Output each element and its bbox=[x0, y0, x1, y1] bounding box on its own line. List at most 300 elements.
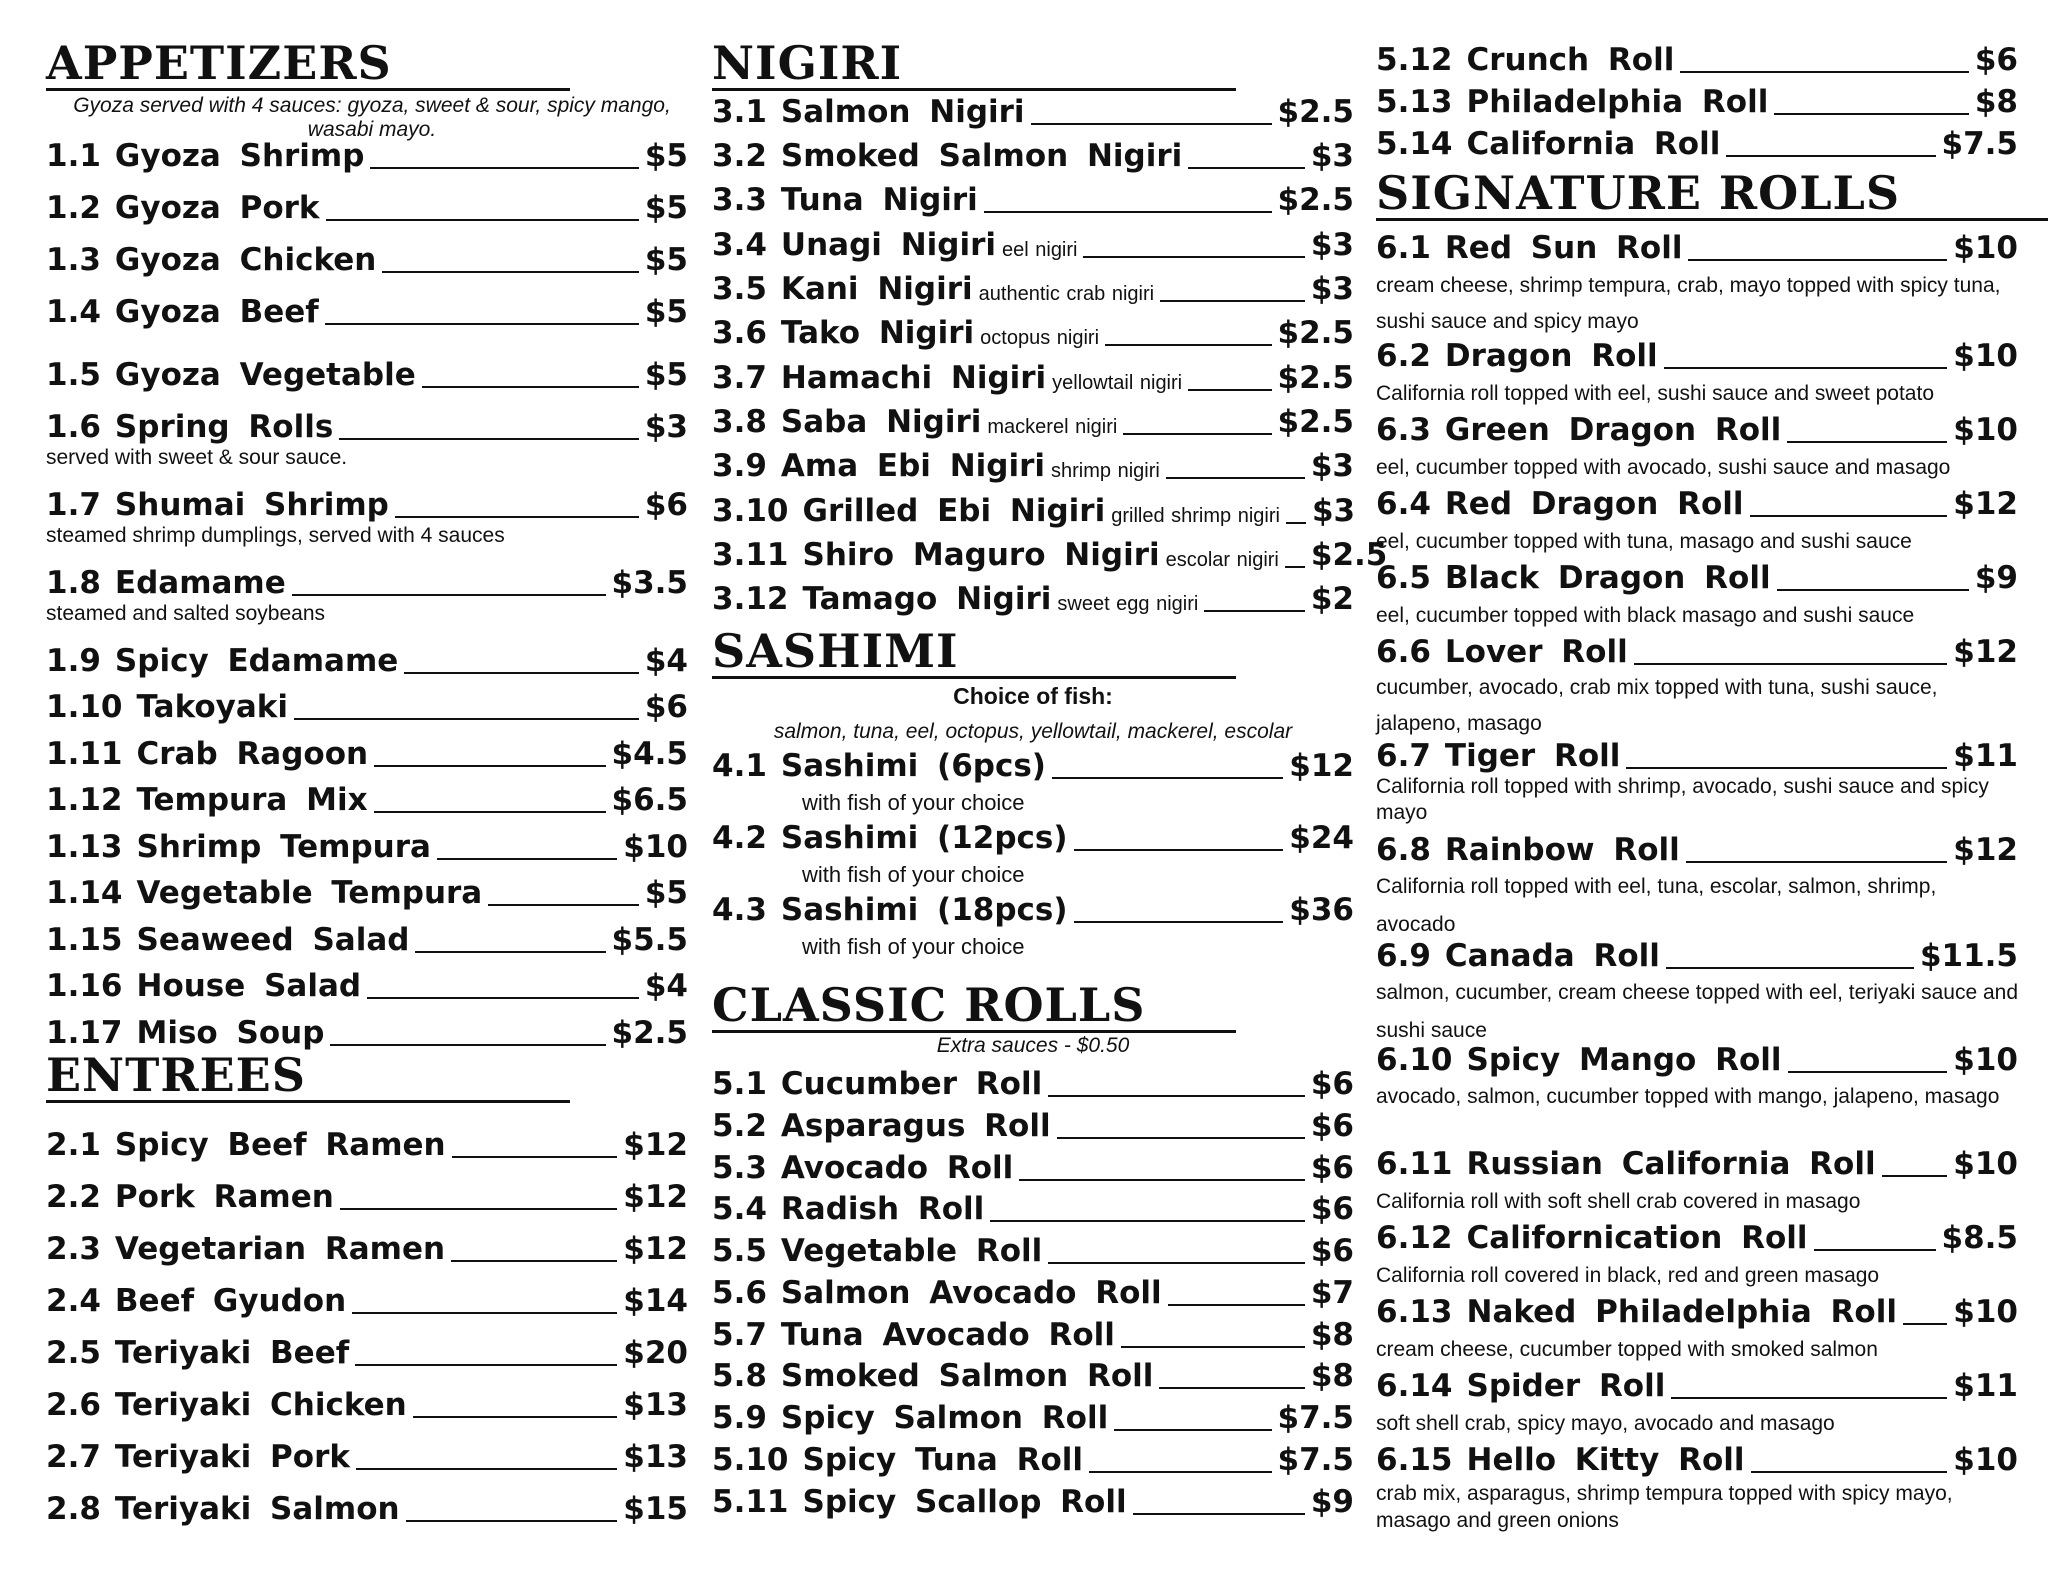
item-number: 2.5 bbox=[46, 1335, 101, 1371]
item-name: Tuna Avocado Roll bbox=[780, 1317, 1115, 1353]
leader-line bbox=[1814, 1249, 1936, 1251]
item-name: Tamago Nigiri bbox=[802, 581, 1052, 617]
leader-line bbox=[1688, 259, 1947, 261]
leader-line bbox=[1074, 921, 1284, 923]
item-name: Sashimi (12pcs) bbox=[780, 820, 1068, 856]
item-number: 6.11 bbox=[1376, 1146, 1453, 1182]
item-price: $2.5 bbox=[611, 1015, 688, 1051]
item-name: Cucumber Roll bbox=[780, 1066, 1043, 1102]
item-number: 1.7 bbox=[46, 487, 101, 523]
item-name: Naked Philadelphia Roll bbox=[1466, 1294, 1897, 1330]
leader-line bbox=[1057, 1137, 1305, 1139]
item-inline-note: yellowtail nigiri bbox=[1052, 372, 1183, 394]
item-price: $10 bbox=[1953, 1042, 2018, 1078]
item-description: steamed and salted soybeans bbox=[46, 602, 326, 625]
item-number: 1.4 bbox=[46, 294, 101, 330]
item-number: 6.2 bbox=[1376, 338, 1431, 374]
item-price: $4.5 bbox=[611, 736, 688, 772]
leader-line bbox=[1903, 1323, 1947, 1325]
item-description: salmon, cucumber, cream cheese topped with eel, teriyaki sauce and sushi sauce bbox=[1376, 981, 2019, 1042]
item-price: $8 bbox=[1974, 84, 2018, 120]
item-number: 6.1 bbox=[1376, 230, 1431, 266]
item-number: 5.3 bbox=[712, 1150, 767, 1186]
item-name: Grilled Ebi Nigiri bbox=[802, 493, 1106, 529]
menu-column-2 bbox=[712, 0, 1388, 1582]
item-name: Saba Nigiri bbox=[780, 404, 982, 440]
menu-item-3-11 bbox=[712, 535, 1388, 575]
item-price: $2.5 bbox=[1277, 404, 1354, 440]
item-name: Sashimi (18pcs) bbox=[780, 892, 1068, 928]
item-name: Gyoza Chicken bbox=[114, 242, 377, 278]
leader-line bbox=[1031, 123, 1272, 125]
item-name: Shiro Maguro Nigiri bbox=[802, 537, 1160, 573]
leader-line bbox=[367, 997, 639, 999]
item-price: $2.5 bbox=[1277, 315, 1354, 351]
item-name: Vegetable Tempura bbox=[136, 875, 483, 911]
item-name: Spicy Salmon Roll bbox=[780, 1400, 1109, 1436]
item-price: $5.5 bbox=[611, 922, 688, 958]
item-price: $24 bbox=[1289, 820, 1354, 856]
item-price: $12 bbox=[623, 1231, 688, 1267]
item-price: $6 bbox=[644, 689, 688, 725]
item-price: $13 bbox=[623, 1387, 688, 1423]
item-price: $6 bbox=[644, 487, 688, 523]
leader-line bbox=[406, 1520, 618, 1522]
item-price: $9 bbox=[1310, 1484, 1354, 1520]
item-price: $3 bbox=[1311, 493, 1356, 529]
item-name: Philadelphia Roll bbox=[1466, 84, 1769, 120]
leader-line bbox=[1019, 1179, 1305, 1181]
menu-item-1-6 bbox=[46, 407, 688, 447]
item-subnote: with fish of your choice bbox=[802, 934, 1025, 959]
leader-line bbox=[1048, 1262, 1305, 1264]
sashimi-choice-label: Choice of fish: bbox=[953, 683, 1113, 709]
item-price: $6 bbox=[1310, 1066, 1354, 1102]
menu-item-5-7 bbox=[712, 1315, 1354, 1355]
item-name: Red Dragon Roll bbox=[1444, 486, 1744, 522]
item-price: $10 bbox=[1953, 230, 2018, 266]
menu-item-1-12 bbox=[46, 780, 688, 820]
item-number: 6.9 bbox=[1376, 938, 1431, 974]
item-price: $10 bbox=[1953, 1442, 2018, 1478]
item-number: 5.12 bbox=[1376, 42, 1453, 78]
leader-line bbox=[395, 516, 639, 518]
item-number: 5.8 bbox=[712, 1358, 767, 1394]
menu-item-1-13 bbox=[46, 827, 688, 867]
menu-item-5-10 bbox=[712, 1440, 1354, 1480]
item-subnote: with fish of your choice bbox=[802, 862, 1025, 887]
item-name: Canada Roll bbox=[1444, 938, 1660, 974]
leader-line bbox=[1114, 1429, 1271, 1431]
item-name: Kani Nigiri bbox=[780, 271, 973, 307]
item-name: Gyoza Beef bbox=[114, 294, 319, 330]
signature-rolls-heading: SIGNATURE ROLLS bbox=[1376, 168, 2048, 221]
item-price: $7.5 bbox=[1277, 1400, 1354, 1436]
menu-item-6-4 bbox=[1376, 484, 2018, 524]
item-number: 2.6 bbox=[46, 1387, 101, 1423]
item-name: Spicy Edamame bbox=[114, 643, 399, 679]
leader-line bbox=[1634, 663, 1948, 665]
item-number: 6.7 bbox=[1376, 738, 1431, 774]
leader-line bbox=[1285, 566, 1305, 568]
menu-item-3-2 bbox=[712, 136, 1354, 176]
item-number: 3.9 bbox=[712, 448, 767, 484]
item-name: Spicy Beef Ramen bbox=[114, 1127, 446, 1163]
leader-line bbox=[1680, 71, 1969, 73]
item-name: Spicy Tuna Roll bbox=[802, 1442, 1084, 1478]
leader-line bbox=[326, 219, 639, 221]
item-name: Gyoza Vegetable bbox=[114, 357, 416, 393]
leader-line bbox=[1188, 167, 1305, 169]
menu-item-1-4 bbox=[46, 292, 688, 332]
item-number: 2.1 bbox=[46, 1127, 101, 1163]
leader-line bbox=[356, 1468, 617, 1470]
item-number: 1.8 bbox=[46, 565, 101, 601]
item-price: $3 bbox=[1310, 448, 1354, 484]
appetizers-heading: APPETIZERS bbox=[46, 38, 570, 91]
leader-line bbox=[1750, 515, 1948, 517]
item-name: Beef Gyudon bbox=[114, 1283, 347, 1319]
item-description: soft shell crab, spicy mayo, avocado and masago bbox=[1376, 1412, 1835, 1435]
item-name: Crab Ragoon bbox=[136, 736, 369, 772]
item-inline-note: authentic crab nigiri bbox=[978, 283, 1155, 305]
item-price: $6.5 bbox=[611, 782, 688, 818]
item-name: Dragon Roll bbox=[1444, 338, 1658, 374]
menu-item-3-1 bbox=[712, 92, 1354, 132]
leader-line bbox=[437, 858, 617, 860]
item-price: $36 bbox=[1289, 892, 1354, 928]
item-number: 1.9 bbox=[46, 643, 101, 679]
item-price: $6 bbox=[1310, 1108, 1354, 1144]
item-number: 2.3 bbox=[46, 1231, 101, 1267]
item-name: Teriyaki Beef bbox=[114, 1335, 350, 1371]
item-price: $7 bbox=[1310, 1275, 1354, 1311]
item-name: Shrimp Tempura bbox=[136, 829, 431, 865]
item-inline-note: mackerel nigiri bbox=[987, 416, 1118, 438]
item-price: $14 bbox=[623, 1283, 688, 1319]
item-number: 2.8 bbox=[46, 1491, 101, 1527]
item-price: $6 bbox=[1310, 1150, 1354, 1186]
leader-line bbox=[452, 1156, 618, 1158]
item-number: 3.6 bbox=[712, 315, 767, 351]
item-name: Sashimi (6pcs) bbox=[780, 748, 1046, 784]
menu-item-5-12 bbox=[1376, 40, 2018, 80]
leader-line bbox=[1686, 861, 1948, 863]
item-name: Spider Roll bbox=[1466, 1368, 1666, 1404]
menu-item-6-8 bbox=[1376, 830, 2018, 870]
leader-line bbox=[1726, 155, 1935, 157]
leader-line bbox=[1105, 344, 1271, 346]
leader-line bbox=[352, 1312, 617, 1314]
leader-line bbox=[1666, 967, 1914, 969]
item-price: $6 bbox=[1310, 1233, 1354, 1269]
leader-line bbox=[415, 951, 605, 953]
leader-line bbox=[413, 1416, 618, 1418]
menu-item-1-1 bbox=[46, 136, 688, 176]
menu-item-5-14 bbox=[1376, 124, 2018, 164]
item-description: cucumber, avocado, crab mix topped with tuna, sushi sauce, jalapeno, masago bbox=[1376, 676, 1938, 735]
item-name: Takoyaki bbox=[136, 689, 289, 725]
item-description: steamed shrimp dumplings, served with 4 sauces bbox=[46, 524, 505, 547]
item-price: $3 bbox=[644, 409, 688, 445]
item-price: $2.5 bbox=[1277, 360, 1354, 396]
leader-line bbox=[1777, 589, 1969, 591]
item-price: $5 bbox=[644, 357, 688, 393]
menu-item-3-6 bbox=[712, 313, 1354, 353]
item-description: eel, cucumber topped with tuna, masago and sushi sauce bbox=[1376, 530, 1912, 553]
item-number: 6.10 bbox=[1376, 1042, 1453, 1078]
leader-line bbox=[984, 211, 1272, 213]
menu-item-3-4 bbox=[712, 225, 1354, 265]
item-number: 1.1 bbox=[46, 138, 101, 174]
item-number: 6.15 bbox=[1376, 1442, 1453, 1478]
menu-item-6-6 bbox=[1376, 632, 2018, 672]
item-name: California Roll bbox=[1466, 126, 1721, 162]
menu-item-5-11 bbox=[712, 1482, 1354, 1522]
menu-item-5-4 bbox=[712, 1189, 1354, 1229]
menu-item-2-2 bbox=[46, 1177, 688, 1217]
item-number: 3.2 bbox=[712, 138, 767, 174]
menu-item-1-15 bbox=[46, 920, 688, 960]
item-number: 3.1 bbox=[712, 94, 767, 130]
item-price: $8.5 bbox=[1941, 1220, 2018, 1256]
menu-item-6-14 bbox=[1376, 1366, 2018, 1406]
item-name: Pork Ramen bbox=[114, 1179, 334, 1215]
menu-item-2-3 bbox=[46, 1229, 688, 1269]
item-price: $2.5 bbox=[1277, 182, 1354, 218]
item-price: $5 bbox=[644, 242, 688, 278]
item-number: 3.10 bbox=[712, 493, 789, 529]
item-name: Russian California Roll bbox=[1466, 1146, 1876, 1182]
item-number: 2.7 bbox=[46, 1439, 101, 1475]
classic-rolls-heading: CLASSIC ROLLS bbox=[712, 980, 1236, 1033]
menu-item-2-5 bbox=[46, 1333, 688, 1373]
item-description: avocado, salmon, cucumber topped with mango, jalapeno, masago bbox=[1376, 1085, 2000, 1108]
item-price: $12 bbox=[623, 1179, 688, 1215]
leader-line bbox=[1121, 1346, 1305, 1348]
item-name: Green Dragon Roll bbox=[1444, 412, 1782, 448]
menu-item-6-5 bbox=[1376, 558, 2018, 598]
item-price: $11.5 bbox=[1919, 938, 2018, 974]
item-name: Tempura Mix bbox=[136, 782, 368, 818]
item-price: $5 bbox=[644, 190, 688, 226]
item-price: $10 bbox=[1953, 412, 2018, 448]
leader-line bbox=[404, 672, 639, 674]
leader-line bbox=[1774, 113, 1969, 115]
leader-line bbox=[1089, 1471, 1271, 1473]
item-price: $20 bbox=[623, 1335, 688, 1371]
item-price: $8 bbox=[1310, 1358, 1354, 1394]
menu-item-3-7 bbox=[712, 358, 1354, 398]
leader-line bbox=[1626, 767, 1947, 769]
item-name: Miso Soup bbox=[136, 1015, 325, 1051]
item-name: Tako Nigiri bbox=[780, 315, 975, 351]
leader-line bbox=[325, 323, 639, 325]
menu-item-6-15 bbox=[1376, 1440, 2018, 1480]
leader-line bbox=[330, 1044, 605, 1046]
item-subnote: with fish of your choice bbox=[802, 790, 1025, 815]
item-name: Crunch Roll bbox=[1466, 42, 1675, 78]
leader-line bbox=[1052, 777, 1283, 779]
item-price: $2.5 bbox=[1277, 94, 1354, 130]
item-name: Avocado Roll bbox=[780, 1150, 1014, 1186]
menu-item-4-3 bbox=[712, 890, 1354, 930]
item-name: Gyoza Shrimp bbox=[114, 138, 365, 174]
leader-line bbox=[1788, 1071, 1948, 1073]
item-price: $3 bbox=[1310, 138, 1354, 174]
item-price: $3 bbox=[1310, 271, 1354, 307]
item-number: 4.3 bbox=[712, 892, 767, 928]
item-price: $10 bbox=[623, 829, 688, 865]
item-price: $10 bbox=[1953, 1146, 2018, 1182]
leader-line bbox=[1882, 1175, 1948, 1177]
leader-line bbox=[1787, 441, 1947, 443]
item-number: 5.1 bbox=[712, 1066, 767, 1102]
menu-item-6-12 bbox=[1376, 1218, 2018, 1258]
leader-line bbox=[1160, 300, 1305, 302]
item-number: 6.8 bbox=[1376, 832, 1431, 868]
item-description: California roll with soft shell crab covered in masago bbox=[1376, 1190, 1861, 1213]
menu-item-5-5 bbox=[712, 1231, 1354, 1271]
leader-line bbox=[382, 271, 639, 273]
leader-line bbox=[1188, 389, 1271, 391]
menu-item-1-14 bbox=[46, 873, 688, 913]
leader-line bbox=[374, 765, 605, 767]
item-name: Hello Kitty Roll bbox=[1466, 1442, 1745, 1478]
leader-line bbox=[374, 811, 606, 813]
item-name: Teriyaki Salmon bbox=[114, 1491, 400, 1527]
item-number: 4.2 bbox=[712, 820, 767, 856]
item-inline-note: eel nigiri bbox=[1002, 239, 1078, 261]
item-number: 4.1 bbox=[712, 748, 767, 784]
item-price: $9 bbox=[1974, 560, 2018, 596]
item-price: $5 bbox=[644, 294, 688, 330]
item-price: $11 bbox=[1953, 738, 2018, 774]
leader-line bbox=[340, 1208, 617, 1210]
item-number: 6.13 bbox=[1376, 1294, 1453, 1330]
menu-item-3-9 bbox=[712, 446, 1354, 486]
item-number: 5.4 bbox=[712, 1191, 767, 1227]
leader-line bbox=[1048, 1095, 1305, 1097]
menu-item-5-1 bbox=[712, 1064, 1354, 1104]
leader-line bbox=[1204, 610, 1305, 612]
menu-item-2-6 bbox=[46, 1385, 688, 1425]
item-price: $12 bbox=[1289, 748, 1354, 784]
menu-column-1 bbox=[46, 0, 688, 1582]
item-number: 5.10 bbox=[712, 1442, 789, 1478]
item-number: 1.14 bbox=[46, 875, 123, 911]
item-number: 6.14 bbox=[1376, 1368, 1453, 1404]
item-name: Tiger Roll bbox=[1444, 738, 1621, 774]
item-inline-note: grilled shrimp nigiri bbox=[1111, 505, 1280, 527]
item-description: cream cheese, cucumber topped with smoked salmon bbox=[1376, 1338, 1878, 1361]
menu-item-2-7 bbox=[46, 1437, 688, 1477]
item-name: Teriyaki Pork bbox=[114, 1439, 350, 1475]
item-name: Ama Ebi Nigiri bbox=[780, 448, 1046, 484]
leader-line bbox=[990, 1220, 1305, 1222]
item-number: 6.5 bbox=[1376, 560, 1431, 596]
item-number: 1.10 bbox=[46, 689, 123, 725]
item-number: 1.16 bbox=[46, 968, 123, 1004]
leader-line bbox=[451, 1260, 617, 1262]
item-price: $6 bbox=[1974, 42, 2018, 78]
item-name: Black Dragon Roll bbox=[1444, 560, 1771, 596]
menu-item-6-9 bbox=[1376, 936, 2018, 976]
item-price: $12 bbox=[623, 1127, 688, 1163]
item-name: Californication Roll bbox=[1466, 1220, 1808, 1256]
leader-line bbox=[1166, 477, 1305, 479]
leader-line bbox=[1286, 522, 1306, 524]
leader-line bbox=[294, 718, 639, 720]
item-name: Spicy Scallop Roll bbox=[802, 1484, 1127, 1520]
item-name: Vegetable Roll bbox=[780, 1233, 1043, 1269]
leader-line bbox=[1664, 367, 1948, 369]
item-name: Lover Roll bbox=[1444, 634, 1628, 670]
menu-item-5-3 bbox=[712, 1148, 1354, 1188]
item-name: Red Sun Roll bbox=[1444, 230, 1683, 266]
item-number: 1.17 bbox=[46, 1015, 123, 1051]
item-description: cream cheese, shrimp tempura, crab, mayo topped with spicy tuna, sushi sauce and spicy mayo bbox=[1376, 274, 2001, 333]
item-price: $11 bbox=[1953, 1368, 2018, 1404]
item-price: $13 bbox=[623, 1439, 688, 1475]
item-number: 5.14 bbox=[1376, 126, 1453, 162]
item-name: Rainbow Roll bbox=[1444, 832, 1680, 868]
menu-item-6-7 bbox=[1376, 736, 2018, 776]
menu-item-6-13 bbox=[1376, 1292, 2018, 1332]
item-price: $12 bbox=[1953, 486, 2018, 522]
menu-item-3-5 bbox=[712, 269, 1354, 309]
sashimi-choice-list: salmon, tuna, eel, octopus, yellowtail, mackerel, escolar bbox=[773, 720, 1293, 743]
item-price: $5 bbox=[644, 138, 688, 174]
menu-item-1-10 bbox=[46, 687, 688, 727]
appetizers-note: Gyoza served with 4 sauces: gyoza, sweet & sour, spicy mango, wasabi mayo. bbox=[73, 94, 671, 141]
item-inline-note: shrimp nigiri bbox=[1051, 460, 1160, 482]
item-number: 5.11 bbox=[712, 1484, 789, 1520]
item-number: 1.6 bbox=[46, 409, 101, 445]
item-price: $5 bbox=[644, 875, 688, 911]
menu-item-2-1 bbox=[46, 1125, 688, 1165]
item-name: Salmon Nigiri bbox=[780, 94, 1025, 130]
item-number: 3.5 bbox=[712, 271, 767, 307]
item-price: $3 bbox=[1310, 227, 1354, 263]
leader-line bbox=[339, 438, 639, 440]
item-number: 1.13 bbox=[46, 829, 123, 865]
menu-item-6-2 bbox=[1376, 336, 2018, 376]
item-number: 1.11 bbox=[46, 736, 123, 772]
menu-item-6-10 bbox=[1376, 1040, 2018, 1080]
item-inline-note: octopus nigiri bbox=[980, 327, 1100, 349]
menu-item-6-11 bbox=[1376, 1144, 2018, 1184]
menu-item-6-1 bbox=[1376, 228, 2018, 268]
item-number: 5.13 bbox=[1376, 84, 1453, 120]
item-number: 3.12 bbox=[712, 581, 789, 617]
menu-item-1-3 bbox=[46, 240, 688, 280]
menu-item-5-2 bbox=[712, 1106, 1354, 1146]
menu-item-2-8 bbox=[46, 1489, 688, 1529]
item-inline-note: escolar nigiri bbox=[1165, 549, 1279, 571]
item-number: 5.2 bbox=[712, 1108, 767, 1144]
menu-item-3-3 bbox=[712, 180, 1354, 220]
item-price: $2 bbox=[1310, 581, 1354, 617]
menu-item-3-12 bbox=[712, 579, 1354, 619]
menu-item-1-16 bbox=[46, 966, 688, 1006]
item-description: California roll topped with shrimp, avocado, sushi sauce and spicy mayo bbox=[1376, 775, 1989, 824]
item-name: Hamachi Nigiri bbox=[780, 360, 1047, 396]
leader-line bbox=[355, 1364, 617, 1366]
menu-item-2-4 bbox=[46, 1281, 688, 1321]
leader-line bbox=[488, 904, 639, 906]
item-price: $4 bbox=[644, 968, 688, 1004]
